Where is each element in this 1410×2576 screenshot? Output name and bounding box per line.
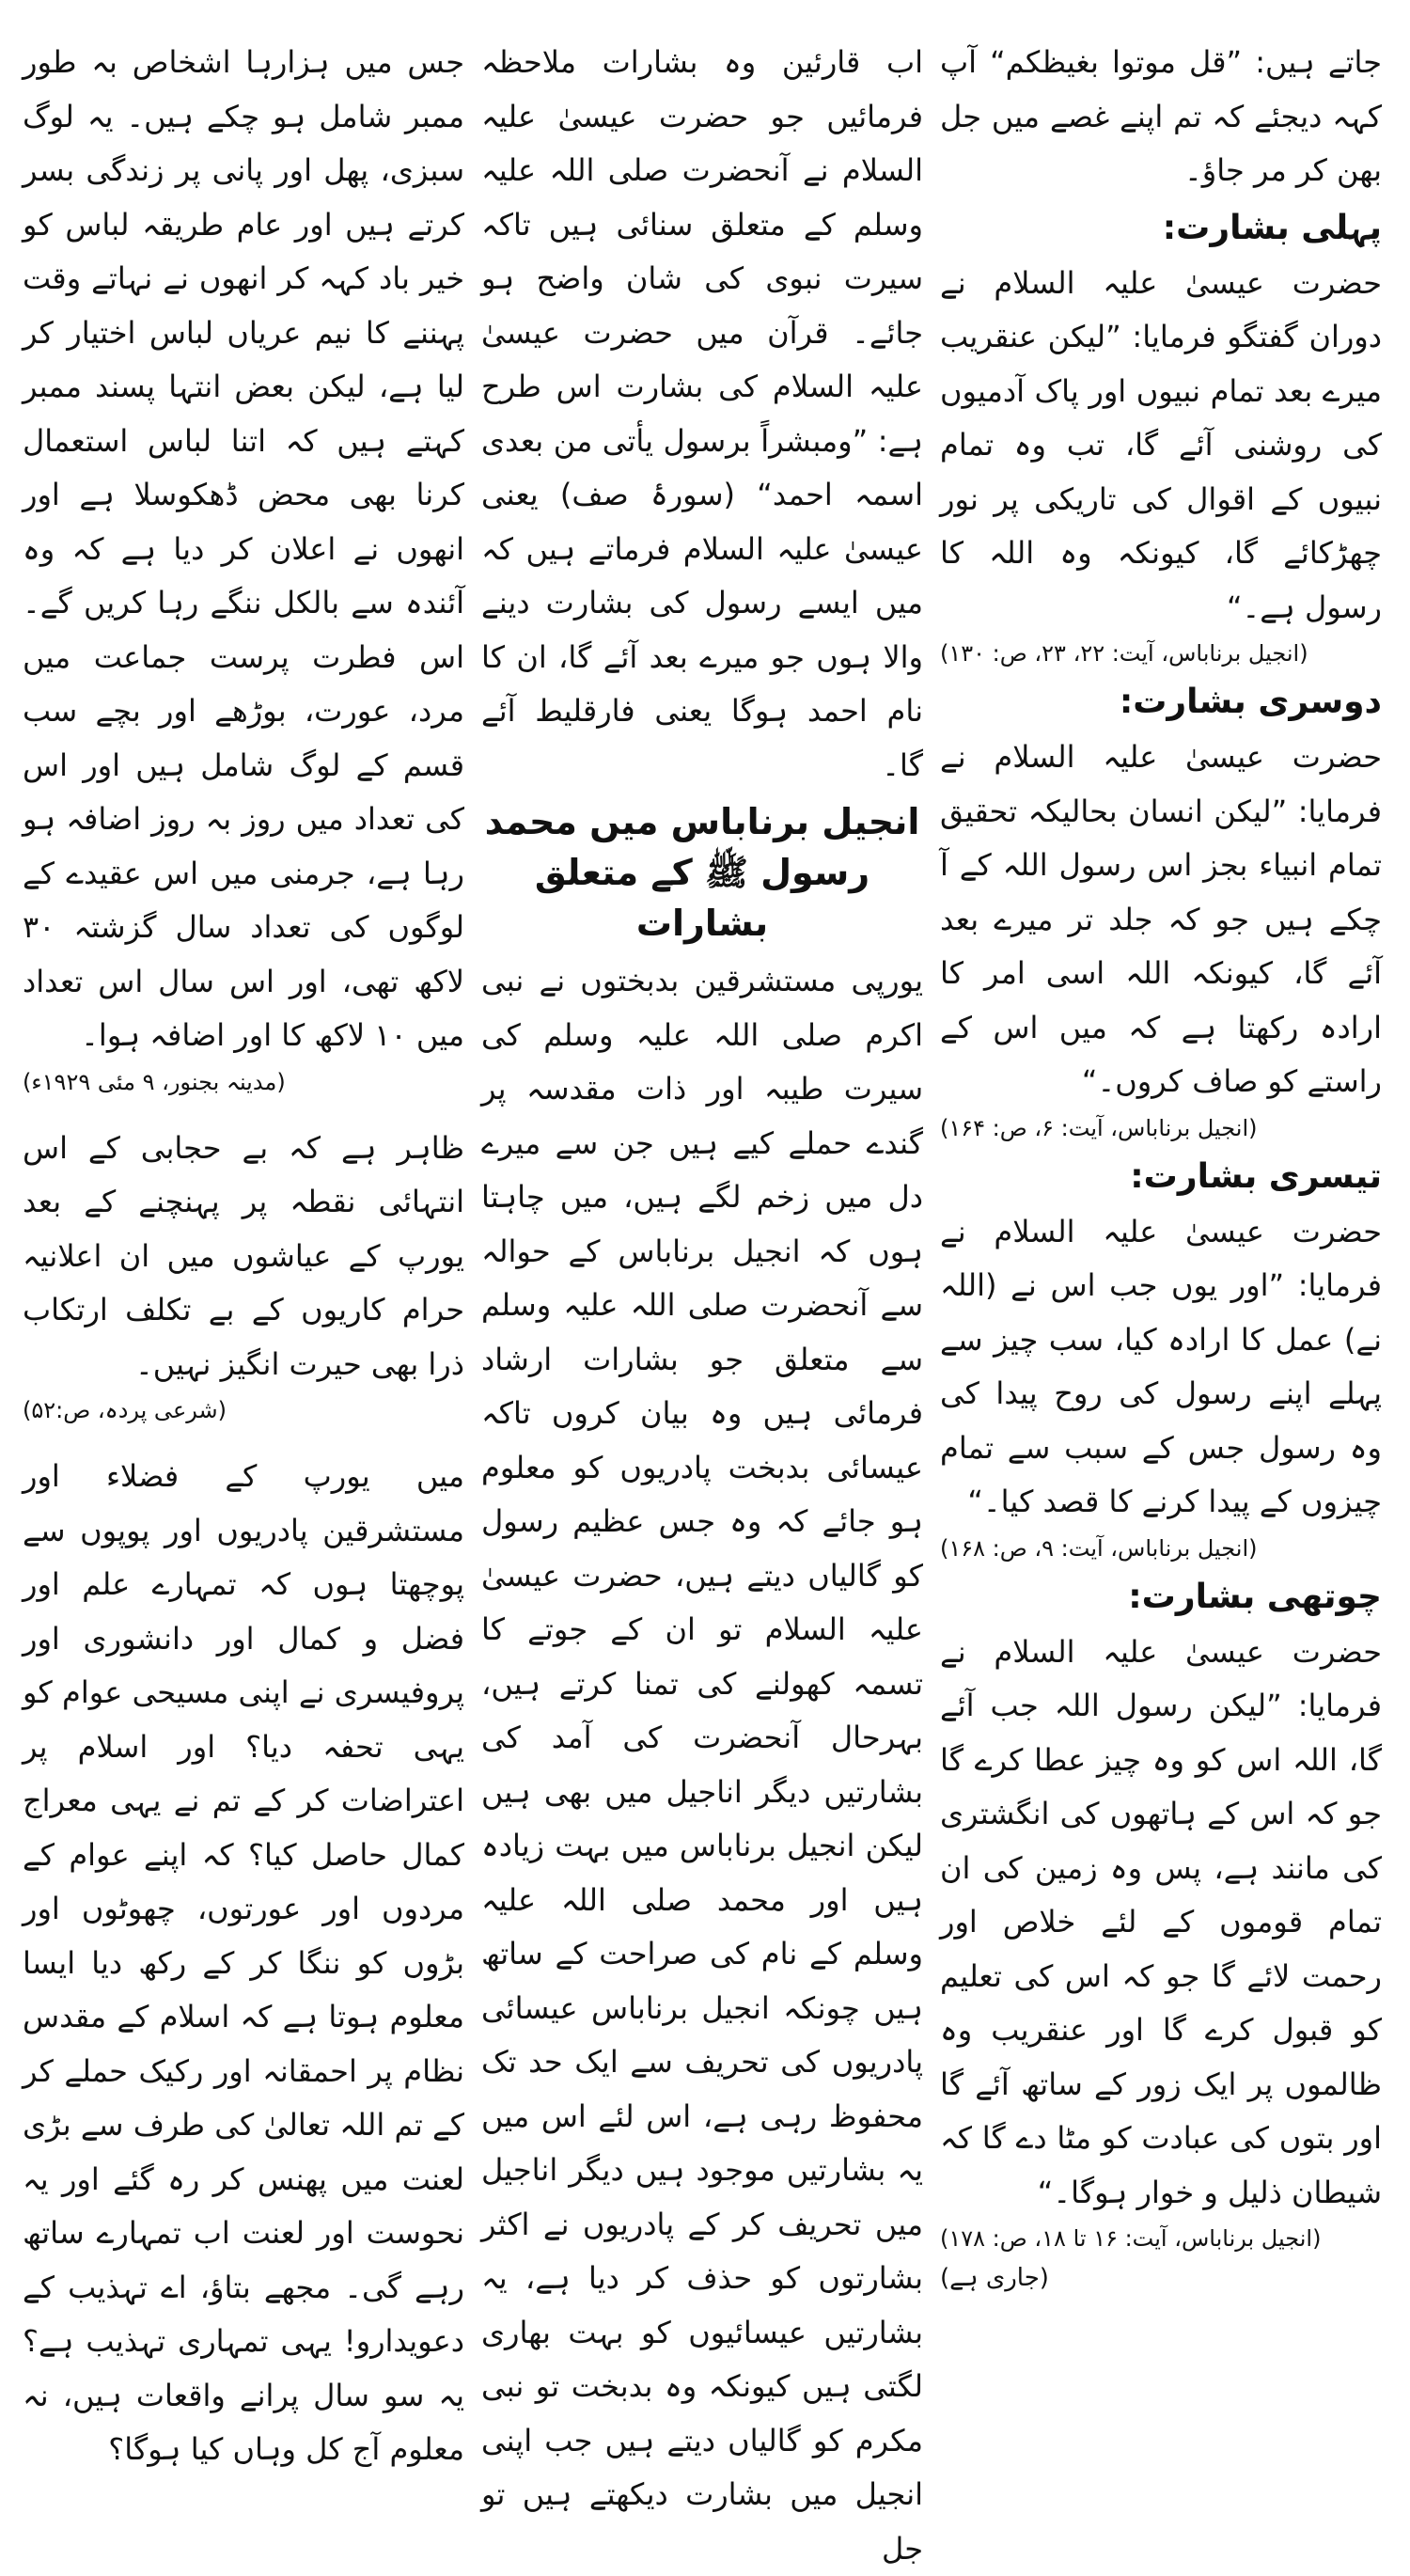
paragraph: حضرت عیسیٰ علیہ السلام نے فرمایا: ”اور یوں جب اس نے (اللہ نے) عمل کا ارادہ کیا، سب چیز سے پہلے اپنے رسول کی روح پیدا کی وہ رسول جس کے سبب سے تمام چیزوں کے پیدا کرنے کا قصد کیا۔“ — [940, 1213, 1382, 1519]
section-heading: انجیل برناباس میں محمد رسول ﷺ کے متعلق بشارات — [484, 801, 920, 944]
subheading-fourth-glad-tiding: چوتھی بشارت: — [1128, 1577, 1382, 1616]
paragraph: جاتے ہیں: ”قل موتوا بغیظکم“ آپ کہہ دیجئے کہ تم اپنے غصے میں جل بھن کر مر جاؤ۔ — [940, 44, 1382, 188]
paragraph: حضرت عیسیٰ علیہ السلام نے فرمایا: ”لیکن انسان بحالیکہ تحقیق تمام انبیاء بجز اس رسول اللہ کے آ چکے ہیں جو کہ جلد تر میرے بعد آئے گا، کیونکہ اللہ اسی امر کا ارادہ رکھتا ہے کہ میں اس کے راستے کو صاف کروں۔“ — [940, 739, 1382, 1099]
citation: (شرعی پردہ، ص:۵۲) — [23, 1397, 227, 1423]
paragraph: حضرت عیسیٰ علیہ السلام نے فرمایا: ”لیکن رسول اللہ جب آئے گا، اللہ اس کو وہ چیز عطا کرے گا جو کہ اس کے ہاتھوں کی انگشتری کی مانند ہے، پس وہ زمین کی ان تمام قوموں کے لئے خلاص اور رحمت لائے گا جو کہ اس کی تعلیم کو قبول کرے گا اور عنقریب وہ ظالموں پر ایک زور کے ساتھ آئے گا اور بتوں کی عبادت کو مٹا دے گا کہ شیطان ذلیل و خوار ہوگا۔“ — [940, 1633, 1382, 2210]
subheading-third-glad-tiding: تیسری بشارت: — [1130, 1156, 1382, 1196]
subheading-second-glad-tiding: دوسری بشارت: — [1119, 683, 1382, 721]
paragraph: جس میں ہزارہا اشخاص بہ طور ممبر شامل ہو چکے ہیں۔ یہ لوگ سبزی، پھل اور پانی پر زندگی بسر کرتے ہیں اور عام طریقہ لباس کو خیر باد کہہ کر انھوں نے نہاتے وقت پہننے کا نیم عریاں لباس اختیار کر لیا ہے، لیکن بعض انتہا پسند ممبر کہتے ہیں کہ اتنا لباس استعمال کرنا بھی محض ڈھکوسلا ہے اور انھوں نے اعلان کر دیا ہے کہ وہ آئندہ سے بالکل ننگے رہا کریں گے۔ اس فطرت پرست جماعت میں مرد، عورت، بوڑھے اور بچے سب قسم کے لوگ شامل ہیں اور اس کی تعداد میں روز بہ روز اضافہ ہو رہا ہے، جرمنی میں اس عقیدے کے لوگوں کی تعداد سال گزشتہ ۳۰ لاکھ تھی، اور اس سال اس تعداد میں ۱۰ لاکھ کا اور اضافہ ہوا۔ — [23, 44, 464, 1053]
citation: (انجیل برناباس، آیت: ۲۲، ۲۳، ص: ۱۳۰) — [940, 640, 1308, 667]
citation: (انجیل برناباس، آیت: ۱۶ تا ۱۸، ص: ۱۷۸) — [940, 2225, 1322, 2252]
paragraph: یورپی مستشرقین بدبختوں نے نبی اکرم صلی اللہ علیہ وسلم کی سیرت طیبہ اور ذات مقدسہ پر گندے حملے کیے ہیں جن سے میرے دل میں زخم لگے ہیں، میں چاہتا ہوں کہ انجیل برناباس کے حوالہ سے آنحضرت صلی اللہ علیہ وسلم سے متعلق جو بشارات ارشاد فرمائی ہیں وہ بیان کروں تاکہ عیسائی بدبخت پادریوں کو معلوم ہو جائے کہ وہ جس عظیم رسول کو گالیاں دیتے ہیں، حضرت عیسیٰ علیہ السلام تو ان کے جوتے کا تسمہ کھولنے کی تمنا کرتے ہیں، بہرحال آنحضرت کی آمد کی بشارتیں دیگر اناجیل میں بھی ہیں لیکن انجیل برناباس میں بہت زیادہ ہیں اور محمد صلی اللہ علیہ وسلم کے نام کی صراحت کے ساتھ ہیں چونکہ انجیل برناباس عیسائی پادریوں کی تحریف سے ایک حد تک محفوظ رہی ہے، اس لئے اس میں یہ بشارتیں موجود ہیں دیگر اناجیل میں تحریف کر کے پادریوں نے اکثر بشارتوں کو حذف کر دیا ہے، یہ بشارتیں عیسائیوں کو بہت بھاری لگتی ہیں کیونکہ وہ بدبخت تو نبی مکرم کو گالیاں دیتے ہیں جب اپنی انجیل میں بشارت دیکھتے ہیں تو جل — [481, 963, 923, 2567]
paragraph: ظاہر ہے کہ بے حجابی کے اس انتہائی نقطہ پر پہنچنے کے بعد یورپ کے عیاشوں میں ان اعلانیہ حرام کاریوں کے بے تکلف ارتکاب ذرا بھی حیرت انگیز نہیں۔ — [23, 1129, 464, 1382]
citation: (انجیل برناباس، آیت: ۶، ص: ۱۶۴) — [940, 1114, 1258, 1141]
citation: (مدینہ بجنور، ۹ مئی ۱۹۲۹ء) — [23, 1068, 286, 1095]
paragraph: میں یورپ کے فضلاء اور مستشرقین پادریوں اور پوپوں سے پوچھتا ہوں کہ تمہارے علم اور فضل و کمال اور دانشوری اور پروفیسری نے اپنی مسیحی عوام کو یہی تحفہ دیا؟ اور اسلام پر اعتراضات کر کے تم نے یہی معراج کمال حاصل کیا؟ کہ اپنے عوام کے مردوں اور عورتوں، چھوٹوں اور بڑوں کو ننگا کر کے رکھ دیا ایسا معلوم ہوتا ہے کہ اسلام کے مقدس نظام پر احمقانہ اور رکیک حملے کر کے تم اللہ تعالیٰ کی طرف سے بڑی لعنت میں پھنس کر رہ گئے اور یہ نحوست اور لعنت اب تمہارے ساتھ رہے گی۔ مجھے بتاؤ، اے تہذیب کے دعویدارو! یہی تمہاری تہذیب ہے؟ یہ سو سال پرانے واقعات ہیں، نہ معلوم آج کل وہاں کیا ہوگا؟ — [23, 1458, 464, 2467]
paragraph: حضرت عیسیٰ علیہ السلام نے دوران گفتگو فرمایا: ”لیکن عنقریب میرے بعد تمام نبیوں اور پاک آدمیوں کی روشنی آئے گا، تب وہ تمام نبیوں کے اقوال کی تاریکی پر نور چھڑکائے گا، کیونکہ وہ اللہ کا رسول ہے۔“ — [940, 264, 1382, 625]
middle-column — [481, 36, 923, 2567]
subheading-first-glad-tiding: پہلی بشارت: — [1162, 208, 1382, 247]
citation: (انجیل برناباس، آیت: ۹، ص: ۱۶۸) — [940, 1534, 1258, 1562]
right-column — [23, 36, 464, 2467]
continued-note: (جاری ہے) — [940, 2264, 1049, 2292]
left-column — [940, 36, 1382, 2292]
paragraph: اب قارئین وہ بشارات ملاحظہ فرمائیں جو حضرت عیسیٰ علیہ السلام نے آنحضرت صلی اللہ علیہ وسلم کے متعلق سنائی ہیں تاکہ سیرت نبوی کی شان واضح ہو جائے۔ قرآن میں حضرت عیسیٰ علیہ السلام کی بشارت اس طرح ہے: ”ومبشراً برسول یأتی من بعدی اسمہ احمد“ (سورۂ صف) یعنی عیسیٰ علیہ السلام فرماتے ہیں کہ میں ایسے رسول کی بشارت دینے والا ہوں جو میرے بعد آئے گا، ان کا نام احمد ہوگا یعنی فارقلیط آئے گا۔ — [481, 44, 923, 783]
